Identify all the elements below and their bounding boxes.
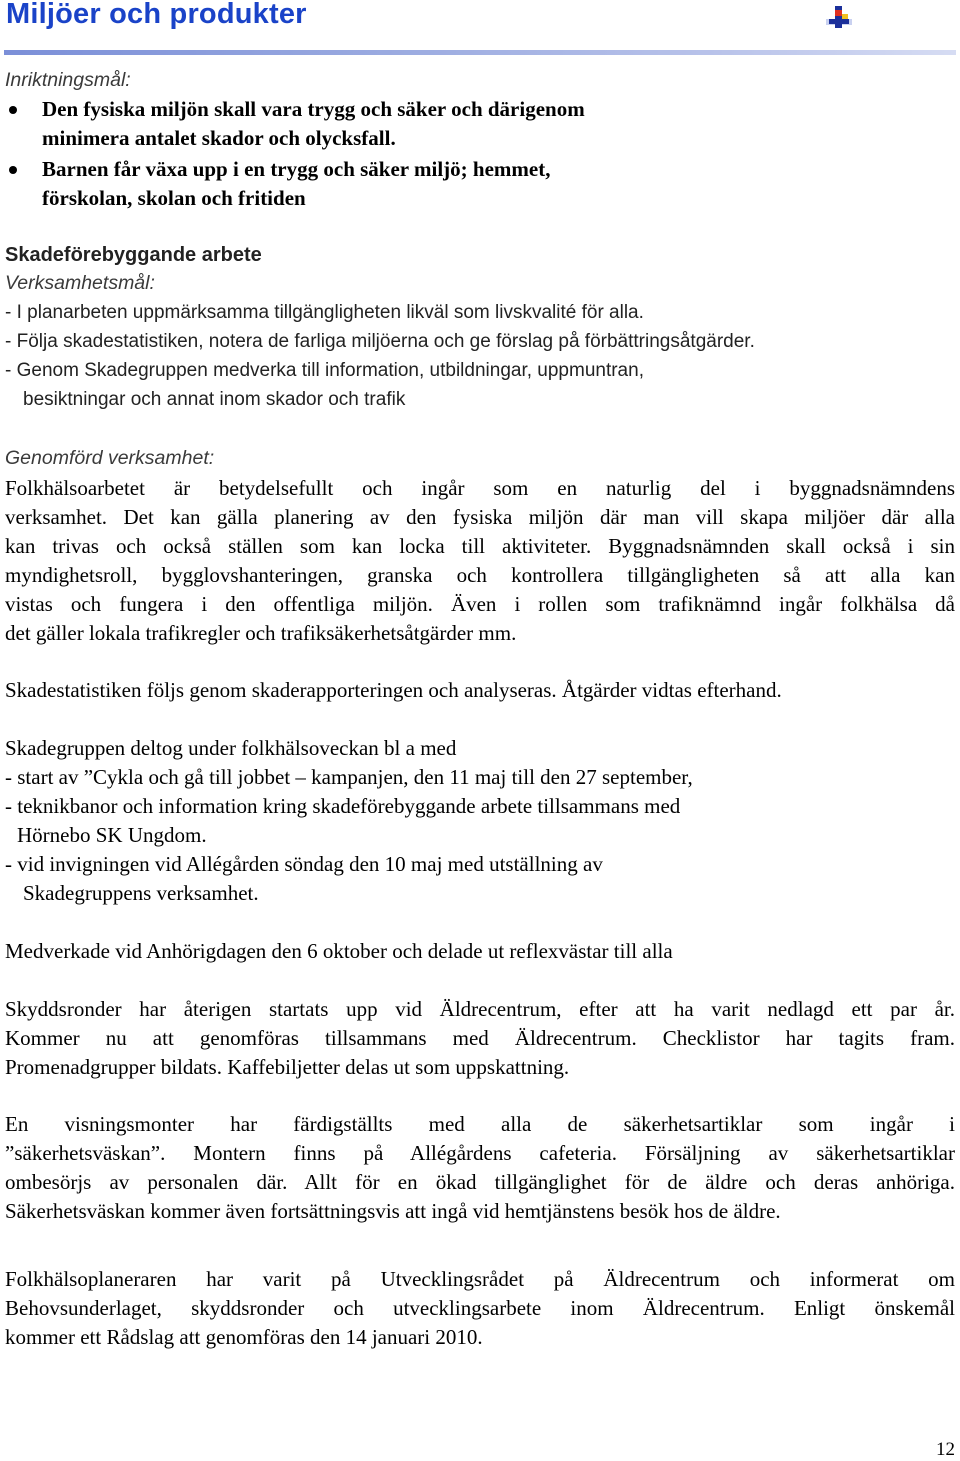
- paragraph-line: ”säkerhetsväskan”. Montern finns på Allégårdens cafeteria. Försäljning av säkerhetsartiklar: [5, 1141, 955, 1165]
- paragraph-4: [5, 937, 673, 966]
- page-header: [0, 0, 960, 60]
- page-title: Miljöer och produkter: [6, 0, 307, 30]
- injury-line: - Följa skadestatistiken, notera de farliga miljöerna och ge förslag på förbättringsåtgärder.: [5, 331, 755, 352]
- paragraph-line: Skadegruppen deltog under folkhälsoveckan bl a med: [5, 736, 457, 760]
- paragraph-line: Promenadgrupper bildats. Kaffebiljetter delas ut som uppskattning.: [5, 1055, 570, 1079]
- injury-section: [5, 241, 755, 414]
- paragraph-line: kan trivas och också ställen som kan locka till aktiviteter. Byggnadsnämnden skall också i sin: [5, 534, 955, 558]
- paragraph-line: - start av ”Cykla och gå till jobbet – kampanjen, den 11 maj till den 27 september,: [5, 765, 693, 789]
- paragraph-7: [5, 1265, 955, 1352]
- paragraph-line: Hörnebo SK Ungdom.: [17, 823, 207, 847]
- paragraph-line: - teknikbanor och information kring skadeförebyggande arbete tillsammans med: [5, 794, 681, 818]
- paragraph-line: - vid invigningen vid Allégården söndag den 10 maj med utställning av: [5, 852, 603, 876]
- paragraph-line: En visningsmonter har färdigställts med alla de säkerhetsartiklar som ingår i: [5, 1112, 955, 1136]
- done-label: Genomförd verksamhet:: [5, 447, 215, 469]
- paragraph-line: Medverkade vid Anhörigdagen den 6 oktober och delade ut reflexvästar till alla: [5, 939, 673, 963]
- header-rule: [4, 50, 956, 55]
- paragraph-line: myndighetsroll, bygglovshanteringen, granska och kontrollera tillgängligheten så att alla kan: [5, 563, 955, 587]
- injury-line: - I planarbeten uppmärksamma tillgängligheten likväl som livskvalité för alla.: [5, 302, 644, 323]
- injury-line: - Genom Skadegruppen medverka till information, utbildningar, uppmuntran,: [5, 360, 644, 381]
- paragraph-line: vistas och fungera i den offentliga miljön. Även i rollen som trafiknämnd ingår folkhälsa då: [5, 592, 955, 616]
- paragraph-line: Säkerhetsväskan kommer även fortsättningsvis att ingå vid hemtjänstens besök hos de äldre.: [5, 1199, 781, 1223]
- paragraph-3: [5, 734, 693, 908]
- paragraph-line: kommer ett Rådslag att genomföras den 14 januari 2010.: [5, 1325, 483, 1349]
- bullet-icon: [9, 166, 17, 174]
- section-heading: Skadeförebyggande arbete: [5, 244, 262, 266]
- paragraph-line: Skadegruppens verksamhet.: [23, 881, 259, 905]
- paragraph-line: Skyddsronder har återigen startats upp vid Äldrecentrum, efter att ha varit nedlagd ett par år.: [5, 997, 955, 1021]
- bullet-item: [5, 95, 705, 153]
- paragraph-line: verksamhet. Det kan gälla planering av den fysiska miljön där man vill skapa miljöer där alla: [5, 505, 955, 529]
- paragraph-line: Folkhälsoplaneraren har varit på Utvecklingsrådet på Äldrecentrum och informerat om: [5, 1267, 955, 1291]
- bullet-icon: [9, 106, 17, 114]
- injury-label: Verksamhetsmål:: [5, 272, 155, 294]
- bullet-line: minimera antalet skador och olycksfall.: [42, 126, 396, 150]
- paragraph-line: ombesörjs av personalen där. Allt för en ökad tillgänglighet för de äldre och deras anhöriga.: [5, 1170, 955, 1194]
- paragraph-1: [5, 474, 955, 648]
- bullet-item: [5, 155, 705, 213]
- logo-icon: [826, 6, 852, 30]
- paragraph-line: det gäller lokala trafikregler och trafiksäkerhetsåtgärder mm.: [5, 621, 517, 645]
- paragraph-2: [5, 676, 782, 705]
- paragraph-line: Folkhälsoarbetet är betydelsefullt och ingår som en naturlig del i byggnadsnämndens: [5, 476, 955, 500]
- paragraph-line: Skadestatistiken följs genom skaderapporteringen och analyseras. Åtgärder vidtas efterhand.: [5, 678, 782, 702]
- goals-bullet-list: [5, 95, 705, 213]
- goals-section: [5, 66, 131, 95]
- injury-line: besiktningar och annat inom skador och trafik: [23, 389, 406, 410]
- bullet-line: förskolan, skolan och fritiden: [42, 186, 306, 210]
- paragraph-5: [5, 995, 955, 1082]
- bullet-line: Barnen får växa upp i en trygg och säker miljö; hemmet,: [42, 157, 551, 181]
- goals-label: Inriktningsmål:: [5, 69, 131, 91]
- bullet-line: Den fysiska miljön skall vara trygg och säker och därigenom: [42, 97, 585, 121]
- paragraph-line: Behovsunderlaget, skyddsronder och utvecklingsarbete inom Äldrecentrum. Enligt önskemål: [5, 1296, 955, 1320]
- page-number: 12: [936, 1439, 955, 1460]
- paragraph-6: [5, 1110, 955, 1226]
- done-section: [5, 444, 214, 473]
- paragraph-line: Kommer nu att genomföras tillsammans med Äldrecentrum. Checklistor har tagits fram.: [5, 1026, 955, 1050]
